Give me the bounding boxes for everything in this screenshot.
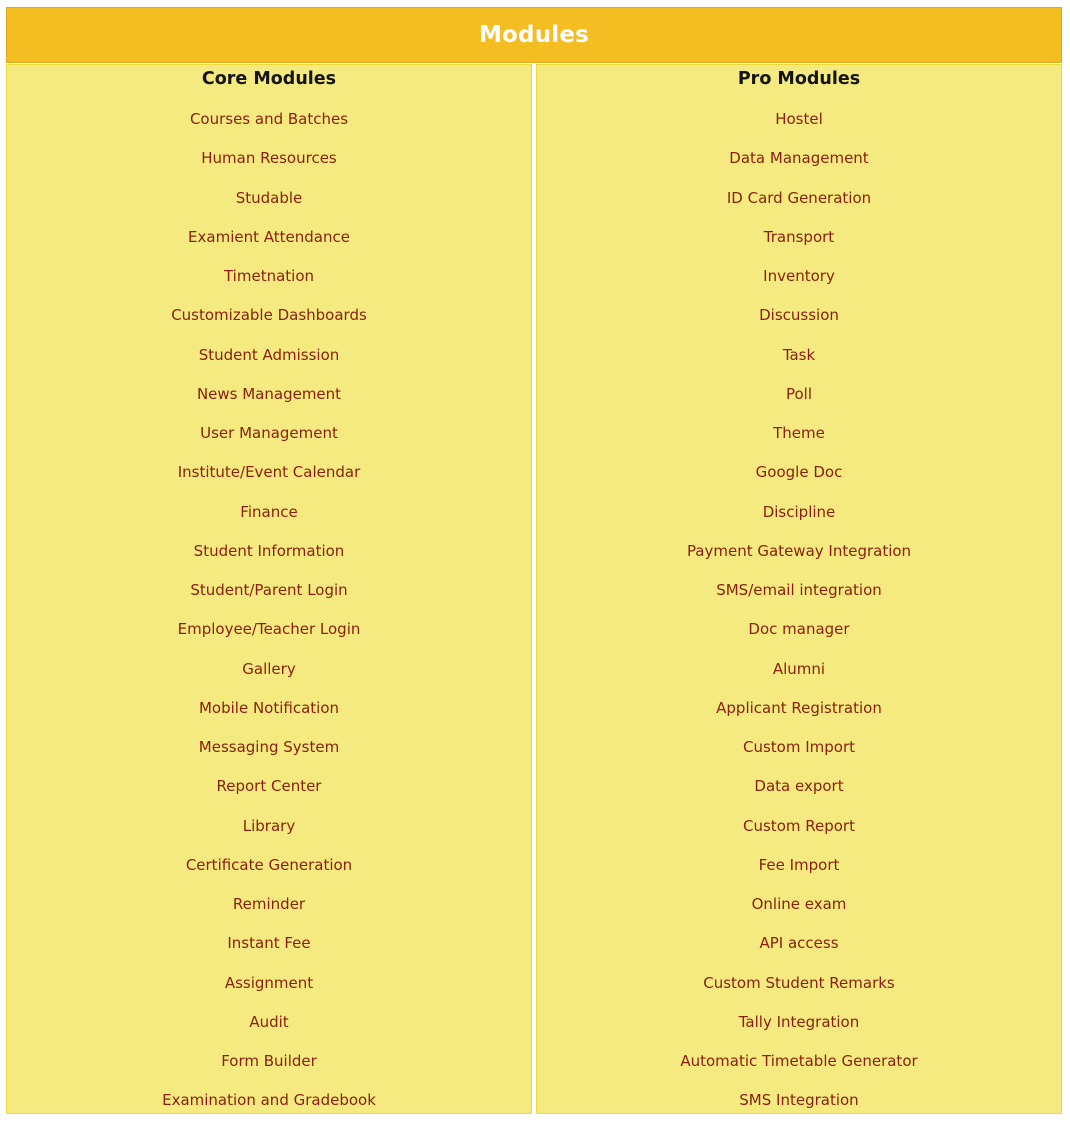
pro-module-item: Inventory	[763, 267, 835, 285]
pro-module-item: Theme	[773, 424, 825, 442]
core-module-item: Customizable Dashboards	[171, 306, 367, 325]
pro-module-item: SMS Integration	[739, 1091, 859, 1110]
pro-module-item: Online exam	[751, 895, 847, 913]
pro-module-item: Tally Integration	[738, 1012, 860, 1031]
core-module-item: Courses and Batches	[189, 110, 349, 128]
core-module-item: Finance	[240, 502, 298, 521]
pro-module-item: Poll	[785, 384, 813, 403]
pro-module-item: Google Doc	[755, 463, 843, 482]
core-module-item: Institute/Event Calendar	[177, 463, 361, 482]
core-module-item: User Management	[200, 424, 338, 442]
pro-module-item: Task	[782, 345, 816, 364]
pro-module-item: Hostel	[775, 110, 823, 128]
pro-module-item: ID Card Generation	[726, 188, 872, 207]
core-module-item: Instant Fee	[227, 934, 311, 953]
pro-module-item: Doc manager	[748, 620, 850, 639]
core-module-item: Audit	[249, 1012, 289, 1031]
pro-modules-list	[537, 108, 1061, 1129]
pro-module-item: Alumni	[772, 659, 826, 678]
pro-module-item: SMS/email integration	[716, 581, 882, 599]
pro-module-item: Fee Import	[758, 855, 840, 874]
core-module-item: Form Builder	[221, 1052, 317, 1070]
core-module-item: Timetnation	[223, 267, 315, 285]
core-module-item: Examination and Gradebook	[162, 1091, 376, 1110]
core-module-item: Student Information	[193, 541, 345, 560]
pro-modules-column	[536, 64, 1062, 1114]
core-module-item: News Management	[196, 384, 342, 403]
pro-module-item: Custom Import	[742, 738, 856, 756]
core-modules-heading: Core Modules	[201, 69, 337, 89]
core-module-item: Examient Attendance	[188, 227, 350, 246]
pro-module-item: Discussion	[759, 306, 839, 325]
core-module-item: Messaging System	[198, 738, 340, 756]
pro-module-item: Automatic Timetable Generator	[680, 1052, 918, 1070]
pro-module-item: API access	[759, 934, 839, 953]
pro-module-item: Custom Student Remarks	[703, 973, 895, 992]
core-module-item: Reminder	[232, 895, 306, 913]
core-module-item: Report Center	[216, 777, 322, 796]
core-module-item: Mobile Notification	[198, 698, 340, 717]
core-module-item: Gallery	[242, 659, 296, 678]
core-module-item: Human Resources	[201, 149, 337, 168]
pro-module-item: Transport	[763, 227, 835, 246]
core-module-item: Student/Parent Login	[190, 581, 348, 599]
core-module-item: Library	[242, 816, 296, 835]
pro-module-item: Discipline	[762, 502, 836, 521]
pro-module-item: Data export	[754, 777, 844, 796]
pro-modules-heading: Pro Modules	[737, 69, 861, 89]
core-module-item: Employee/Teacher Login	[177, 620, 361, 639]
pro-module-item: Data Management	[729, 149, 869, 168]
core-modules-column	[6, 64, 532, 1114]
core-module-item: Studable	[235, 188, 303, 207]
pro-module-item: Applicant Registration	[716, 698, 882, 717]
pro-module-item: Payment Gateway Integration	[686, 541, 912, 560]
page-title: Modules	[478, 22, 590, 48]
core-module-item: Student Admission	[198, 345, 340, 364]
core-module-item: Certificate Generation	[185, 855, 353, 874]
pro-module-item: Custom Report	[743, 816, 855, 835]
core-module-item: Assignment	[224, 973, 314, 992]
core-modules-list	[7, 108, 531, 1129]
modules-header	[6, 7, 1062, 63]
